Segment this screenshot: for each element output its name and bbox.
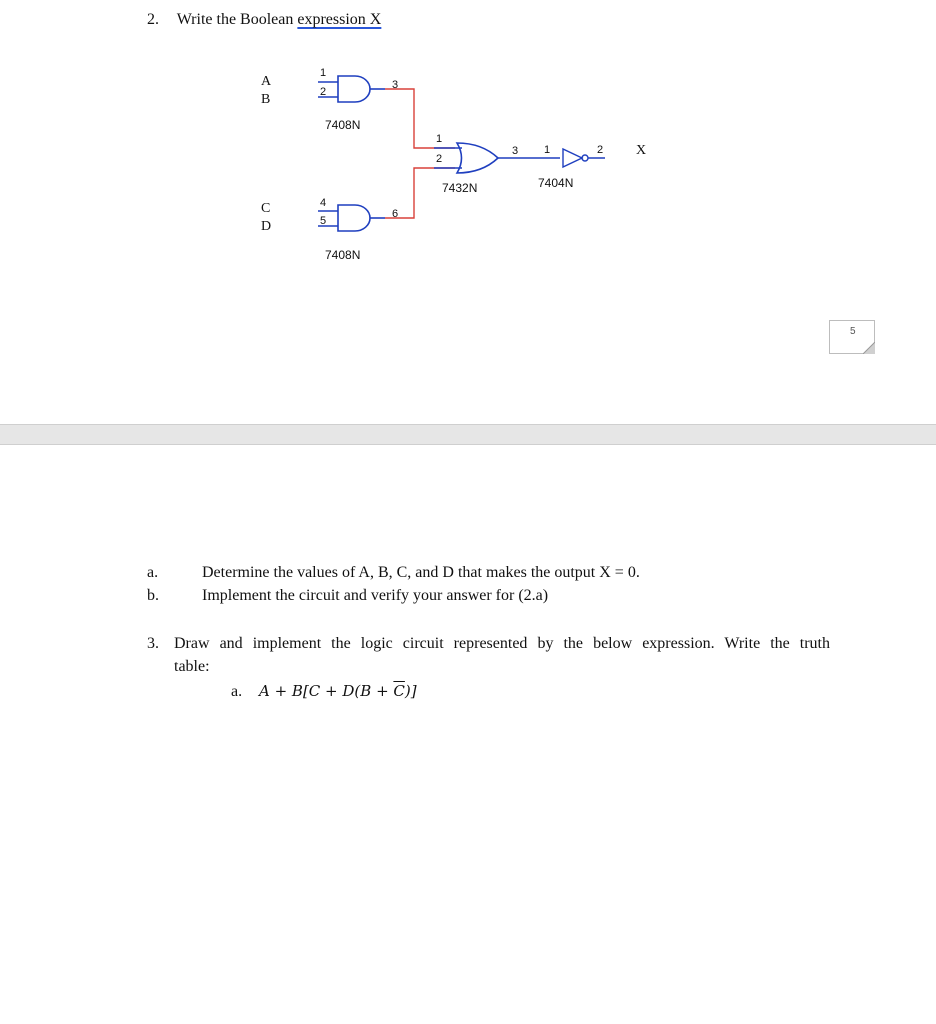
and-bottom-chip-label: 7408N bbox=[325, 248, 361, 262]
or-chip-label: 7432N bbox=[442, 181, 478, 195]
question-3-line-1: Draw and implement the logic circuit represented by the below expression. Write the truth bbox=[174, 635, 830, 652]
and-bottom-pin-5: 5 bbox=[320, 215, 327, 227]
and-top-pin-2: 2 bbox=[320, 86, 327, 98]
q3-part-a-expression bbox=[259, 682, 417, 700]
q2-part-a-text: Determine the values of A, B, C, and D that makes the output X = 0. bbox=[202, 564, 640, 581]
q3-part-a-letter: a. bbox=[231, 683, 243, 700]
page-curl-icon bbox=[863, 342, 875, 354]
question-2-title: Write the Boolean bbox=[176, 11, 294, 28]
expression-main: A + B[C + D(B + bbox=[259, 682, 394, 700]
q2-part-a-letter: a. bbox=[147, 564, 159, 581]
not-pin-2: 2 bbox=[597, 144, 604, 156]
and-gate-bottom bbox=[318, 205, 385, 231]
expression-close: )] bbox=[404, 682, 417, 700]
or-pin-1: 1 bbox=[436, 133, 443, 145]
or-gate bbox=[434, 143, 560, 173]
and-top-pin-1: 1 bbox=[320, 67, 327, 79]
question-3-line-2: table: bbox=[174, 658, 210, 675]
or-pin-2: 2 bbox=[436, 153, 443, 165]
logic-circuit-diagram bbox=[0, 0, 936, 300]
question-3-number: 3. bbox=[147, 635, 159, 652]
input-label-b: B bbox=[261, 92, 271, 107]
q2-part-b-letter: b. bbox=[147, 587, 159, 604]
comment-marker-number: 5 bbox=[850, 326, 856, 337]
and-top-chip-label: 7408N bbox=[325, 118, 361, 132]
output-label-x: X bbox=[636, 143, 647, 158]
page-break-divider bbox=[0, 424, 936, 445]
comment-marker[interactable] bbox=[829, 320, 875, 354]
not-chip-label: 7404N bbox=[538, 176, 574, 190]
or-pin-3: 3 bbox=[512, 145, 519, 157]
input-label-c: C bbox=[261, 201, 271, 216]
and-gate-top bbox=[318, 76, 385, 102]
and-bottom-pin-4: 4 bbox=[320, 197, 327, 209]
expression-complement-c: $\overline{C}$ bbox=[393, 682, 405, 700]
and-top-pin-3: 3 bbox=[392, 79, 399, 91]
question-2-title-flagged: expression X bbox=[297, 11, 382, 28]
and-bottom-pin-6: 6 bbox=[392, 208, 399, 220]
connection-wires bbox=[385, 89, 455, 218]
input-label-d: D bbox=[261, 219, 272, 234]
not-pin-1: 1 bbox=[544, 144, 551, 156]
q2-part-b-text: Implement the circuit and verify your answer for (2.a) bbox=[202, 587, 549, 604]
input-label-a: A bbox=[261, 74, 272, 89]
question-2-number: 2. bbox=[147, 11, 159, 28]
